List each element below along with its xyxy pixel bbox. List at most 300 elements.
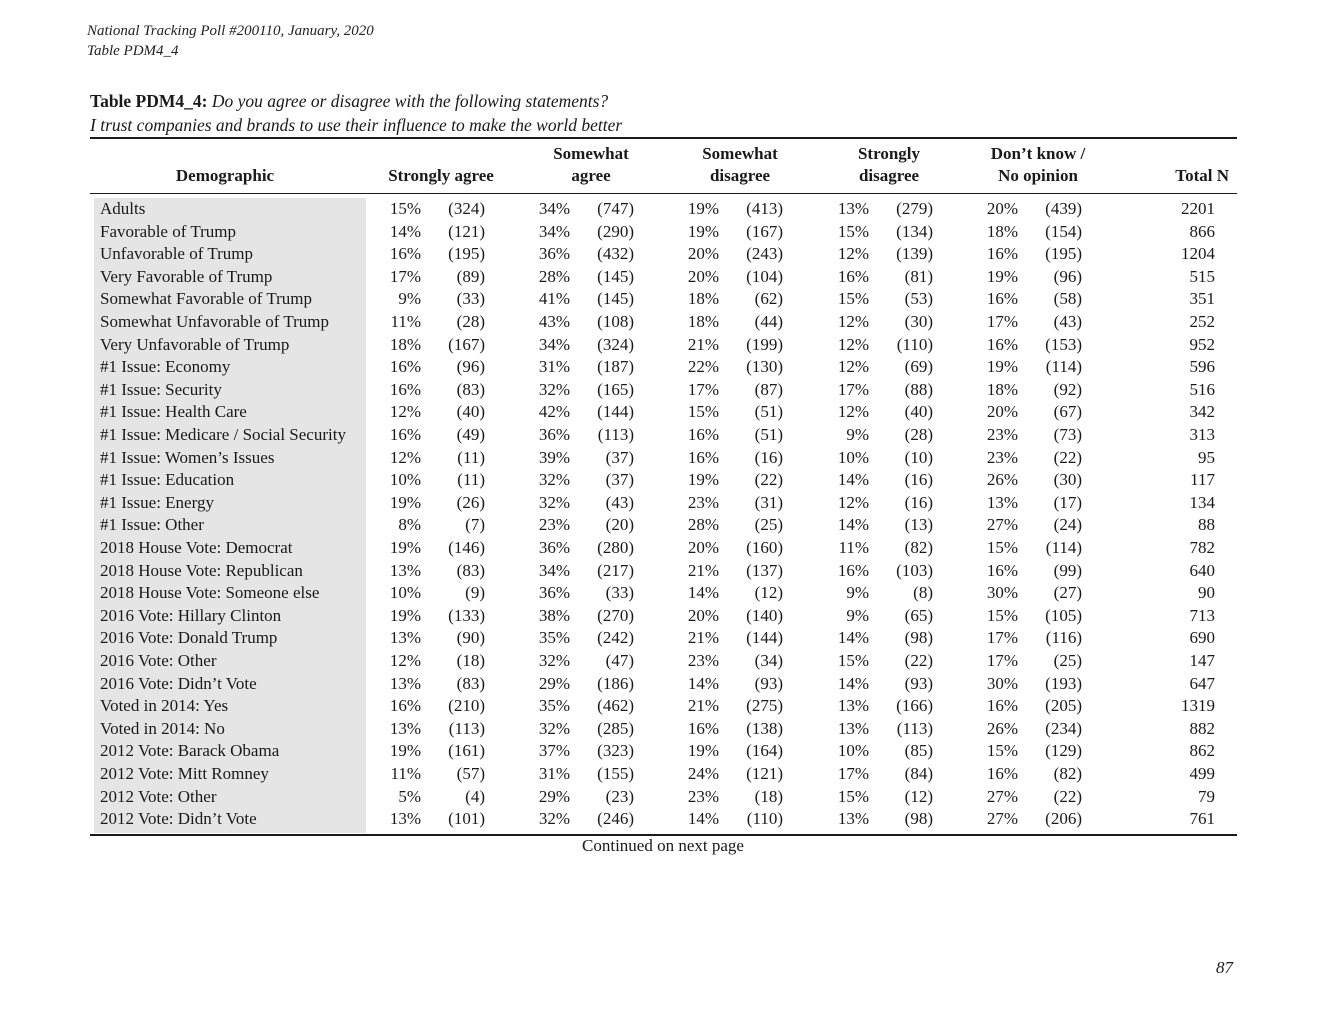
cell-swd: 16% xyxy=(687,425,719,444)
cell-total: 1319 xyxy=(1181,696,1215,716)
cell-dk: 27% xyxy=(986,786,1018,806)
cell-sd-n: (85) xyxy=(904,741,933,761)
cell-demo: #1 Issue: Medicare / Social Security xyxy=(100,425,346,444)
table-row xyxy=(90,514,1237,537)
cell-swd: 16% xyxy=(687,447,719,467)
cell-sd-n: (166) xyxy=(896,696,933,716)
cell-sa: 16% xyxy=(389,357,421,377)
cell-sa-n: (96) xyxy=(456,357,485,377)
cell-sd-n: (98) xyxy=(904,628,933,648)
cell-swd-n: (87) xyxy=(754,379,783,399)
cell-swa-n: (43) xyxy=(605,492,634,512)
cell-dk: 20% xyxy=(986,199,1018,218)
cell-total: 713 xyxy=(1189,605,1215,625)
cell-swa-n: (246) xyxy=(597,809,634,829)
cell-swa-n: (145) xyxy=(597,266,634,286)
cell-demo: Somewhat Favorable of Trump xyxy=(100,289,313,309)
cell-sd: 12% xyxy=(837,492,869,512)
cell-swa: 34% xyxy=(538,334,570,354)
cell-sa: 16% xyxy=(389,696,421,716)
cell-sa: 13% xyxy=(389,560,421,580)
table-row xyxy=(90,786,1237,809)
cell-swa-n: (47) xyxy=(605,651,634,670)
cell-swd: 19% xyxy=(687,221,719,241)
cell-sd-n: (84) xyxy=(904,764,933,783)
table-row xyxy=(90,198,1237,221)
cell-swd-n: (275) xyxy=(746,696,783,716)
cell-dk: 16% xyxy=(986,289,1018,309)
cell-dk-n: (439) xyxy=(1045,199,1082,218)
table-row xyxy=(90,808,1237,831)
cell-sa: 19% xyxy=(389,741,421,761)
cell-sa-n: (146) xyxy=(448,538,485,557)
cell-demo: Voted in 2014: No xyxy=(100,718,225,738)
cell-sa: 11% xyxy=(390,312,421,331)
cell-sd-n: (81) xyxy=(904,266,933,286)
cell-sa: 11% xyxy=(390,764,421,783)
cell-dk: 16% xyxy=(986,334,1018,354)
table-row xyxy=(90,492,1237,515)
cell-sd-n: (110) xyxy=(896,334,933,354)
cell-sa: 16% xyxy=(389,379,421,399)
cell-total: 88 xyxy=(1198,515,1215,535)
cell-swa-n: (145) xyxy=(597,289,634,309)
cell-swd-n: (44) xyxy=(754,312,783,331)
cell-dk-n: (129) xyxy=(1045,741,1082,761)
cell-swa: 34% xyxy=(538,560,570,580)
cell-sa: 13% xyxy=(389,673,421,693)
table-header-rule xyxy=(90,193,1237,194)
cell-swa-n: (462) xyxy=(597,696,634,716)
cell-sd: 14% xyxy=(837,515,869,535)
cell-dk: 16% xyxy=(986,560,1018,580)
cell-swd-n: (16) xyxy=(754,447,783,467)
cell-sa-n: (83) xyxy=(456,379,485,399)
cell-sa-n: (28) xyxy=(456,312,485,331)
cell-sa-n: (195) xyxy=(448,244,485,264)
cell-swd-n: (137) xyxy=(746,560,783,580)
cell-dk: 13% xyxy=(986,492,1018,512)
cell-dk-n: (154) xyxy=(1045,221,1082,241)
cell-sd: 9% xyxy=(846,425,869,444)
cell-sd-n: (28) xyxy=(904,425,933,444)
cell-swd: 18% xyxy=(687,312,719,331)
table-row xyxy=(90,740,1237,763)
cell-sd-n: (30) xyxy=(904,312,933,331)
cell-demo: 2016 Vote: Didn’t Vote xyxy=(100,673,257,693)
cell-swa-n: (155) xyxy=(597,764,634,783)
cell-sa: 17% xyxy=(389,266,421,286)
cell-swd: 16% xyxy=(687,718,719,738)
cell-swa-n: (217) xyxy=(597,560,634,580)
page-number: 87 xyxy=(1216,958,1233,977)
table-row xyxy=(90,424,1237,447)
cell-swa: 28% xyxy=(538,266,570,286)
cell-swd-n: (110) xyxy=(746,809,783,829)
table-row xyxy=(90,379,1237,402)
cell-total: 516 xyxy=(1189,379,1215,399)
cell-dk-n: (43) xyxy=(1053,312,1082,331)
cell-sd-n: (53) xyxy=(904,289,933,309)
cell-swd: 24% xyxy=(687,764,719,783)
cell-sd: 17% xyxy=(837,379,869,399)
cell-dk-n: (30) xyxy=(1053,470,1082,490)
cell-sa: 19% xyxy=(389,605,421,625)
cell-swd: 19% xyxy=(687,470,719,490)
cell-sa: 19% xyxy=(389,492,421,512)
cell-swd: 20% xyxy=(687,605,719,625)
cell-sa-n: (89) xyxy=(456,266,485,286)
cell-swd-n: (167) xyxy=(746,221,783,241)
cell-dk: 27% xyxy=(986,515,1018,535)
cell-swd: 19% xyxy=(687,199,719,218)
cell-demo: 2018 House Vote: Democrat xyxy=(100,538,293,557)
cell-swa-n: (324) xyxy=(597,334,634,354)
cell-dk-n: (58) xyxy=(1053,289,1082,309)
cell-total: 342 xyxy=(1189,402,1215,422)
cell-dk-n: (195) xyxy=(1045,244,1082,264)
cell-sd: 10% xyxy=(837,741,869,761)
cell-sd-n: (8) xyxy=(913,583,933,603)
cell-dk-n: (205) xyxy=(1045,696,1082,716)
header-somewhat-agree xyxy=(520,143,662,187)
cell-demo: Somewhat Unfavorable of Trump xyxy=(100,312,330,331)
cell-swa: 29% xyxy=(538,673,570,693)
cell-sd-n: (65) xyxy=(904,605,933,625)
cell-sa-n: (83) xyxy=(456,560,485,580)
cell-dk-n: (114) xyxy=(1045,538,1082,557)
header-somewhat-agree-line1: Somewhat xyxy=(553,144,629,163)
cell-sd: 15% xyxy=(837,651,869,670)
page-header-table-id: Table PDM4_4 xyxy=(87,43,179,59)
cell-sa-n: (9) xyxy=(465,583,485,603)
header-total-n: Total N xyxy=(1175,166,1229,185)
cell-sd: 11% xyxy=(838,538,869,557)
cell-swd: 23% xyxy=(687,786,719,806)
cell-swd-n: (51) xyxy=(754,425,783,444)
cell-swd-n: (62) xyxy=(754,289,783,309)
cell-demo: Voted in 2014: Yes xyxy=(100,696,229,716)
cell-demo: #1 Issue: Other xyxy=(100,515,204,535)
cell-dk: 26% xyxy=(986,470,1018,490)
cell-swa-n: (747) xyxy=(597,199,634,218)
cell-dk-n: (27) xyxy=(1053,583,1082,603)
cell-sd-n: (82) xyxy=(904,538,933,557)
cell-swa: 23% xyxy=(538,515,570,535)
cell-sd: 17% xyxy=(837,764,869,783)
cell-swa: 36% xyxy=(538,244,570,264)
cell-sd-n: (88) xyxy=(904,379,933,399)
cell-sa-n: (161) xyxy=(448,741,485,761)
table-row xyxy=(90,605,1237,628)
cell-swd-n: (243) xyxy=(746,244,783,264)
cell-swa: 35% xyxy=(538,628,570,648)
cell-demo: Very Favorable of Trump xyxy=(100,266,273,286)
cell-dk: 20% xyxy=(986,402,1018,422)
cell-demo: #1 Issue: Education xyxy=(100,470,235,490)
cell-total: 313 xyxy=(1189,425,1215,444)
cell-dk: 18% xyxy=(986,379,1018,399)
cell-dk: 17% xyxy=(986,628,1018,648)
cell-sa: 12% xyxy=(389,402,421,422)
cell-swd-n: (12) xyxy=(754,583,783,603)
cell-sa-n: (133) xyxy=(448,605,485,625)
cell-demo: #1 Issue: Economy xyxy=(100,357,231,377)
cell-sd: 16% xyxy=(837,266,869,286)
cell-sd-n: (22) xyxy=(904,651,933,670)
cell-swd-n: (130) xyxy=(746,357,783,377)
cell-dk: 30% xyxy=(986,673,1018,693)
cell-sa: 10% xyxy=(389,583,421,603)
table-row xyxy=(90,288,1237,311)
header-strongly-agree: Strongly agree xyxy=(388,166,494,185)
cell-swd-n: (160) xyxy=(746,538,783,557)
cell-total: 134 xyxy=(1189,492,1215,512)
table-row xyxy=(90,221,1237,244)
cell-demo: 2012 Vote: Didn’t Vote xyxy=(100,809,257,829)
cell-sa: 18% xyxy=(389,334,421,354)
cell-sa-n: (324) xyxy=(448,199,485,218)
cell-dk: 15% xyxy=(986,741,1018,761)
cell-dk-n: (22) xyxy=(1053,447,1082,467)
cell-demo: Very Unfavorable of Trump xyxy=(100,334,290,354)
cell-sd: 12% xyxy=(837,402,869,422)
cell-swa-n: (285) xyxy=(597,718,634,738)
cell-sa: 13% xyxy=(389,718,421,738)
cell-total: 1204 xyxy=(1181,244,1215,264)
cell-sa: 12% xyxy=(389,447,421,467)
header-strongly-disagree-line2: disagree xyxy=(858,166,920,185)
cell-demo: Unfavorable of Trump xyxy=(100,244,253,264)
table-row xyxy=(90,582,1237,605)
cell-total: 761 xyxy=(1189,809,1215,829)
cell-sd: 13% xyxy=(837,809,869,829)
cell-sd-n: (10) xyxy=(904,447,933,467)
table-row xyxy=(90,447,1237,470)
cell-dk-n: (153) xyxy=(1045,334,1082,354)
cell-dk-n: (96) xyxy=(1053,266,1082,286)
cell-total: 147 xyxy=(1189,651,1215,670)
cell-dk-n: (105) xyxy=(1045,605,1082,625)
cell-sa: 13% xyxy=(389,809,421,829)
cell-sa: 16% xyxy=(389,244,421,264)
header-somewhat-disagree-line1: Somewhat xyxy=(702,144,778,163)
cell-swa-n: (33) xyxy=(605,583,634,603)
cell-swd-n: (31) xyxy=(754,492,783,512)
header-somewhat-disagree xyxy=(669,143,811,187)
header-somewhat-disagree-line2: disagree xyxy=(709,166,771,185)
cell-sd: 14% xyxy=(837,628,869,648)
cell-dk-n: (17) xyxy=(1053,492,1082,512)
cell-sd: 13% xyxy=(837,199,869,218)
cell-dk: 30% xyxy=(986,583,1018,603)
cell-sd: 10% xyxy=(837,447,869,467)
cell-swd-n: (18) xyxy=(754,786,783,806)
cell-sd: 12% xyxy=(837,357,869,377)
cell-sd-n: (134) xyxy=(896,221,933,241)
cell-swd: 14% xyxy=(687,809,719,829)
cell-dk: 16% xyxy=(986,764,1018,783)
cell-total: 952 xyxy=(1189,334,1215,354)
cell-swd-n: (164) xyxy=(746,741,783,761)
cell-sa-n: (49) xyxy=(456,425,485,444)
cell-swa: 42% xyxy=(538,402,570,422)
table-row xyxy=(90,401,1237,424)
table-row xyxy=(90,311,1237,334)
cell-demo: #1 Issue: Health Care xyxy=(100,402,247,422)
table-row xyxy=(90,673,1237,696)
cell-demo: 2012 Vote: Barack Obama xyxy=(100,741,280,761)
cell-swa-n: (242) xyxy=(597,628,634,648)
cell-swd-n: (93) xyxy=(754,673,783,693)
cell-swa-n: (280) xyxy=(597,538,634,557)
cell-demo: 2018 House Vote: Republican xyxy=(100,560,303,580)
cell-swd: 20% xyxy=(687,266,719,286)
cell-total: 79 xyxy=(1198,786,1215,806)
cell-dk: 18% xyxy=(986,221,1018,241)
cell-sd-n: (98) xyxy=(904,809,933,829)
cell-sa: 12% xyxy=(389,651,421,670)
cell-dk-n: (67) xyxy=(1053,402,1082,422)
continued-note: Continued on next page xyxy=(582,836,744,855)
header-dont-know xyxy=(962,143,1114,187)
table-row xyxy=(90,718,1237,741)
cell-sa-n: (33) xyxy=(456,289,485,309)
cell-sd: 16% xyxy=(837,560,869,580)
header-somewhat-agree-line2: agree xyxy=(571,166,611,185)
cell-total: 882 xyxy=(1189,718,1215,738)
header-dont-know-line2: No opinion xyxy=(998,166,1078,185)
table-row xyxy=(90,266,1237,289)
cell-dk-n: (206) xyxy=(1045,809,1082,829)
cell-swa-n: (270) xyxy=(597,605,634,625)
cell-total: 640 xyxy=(1189,560,1215,580)
cell-swa-n: (108) xyxy=(597,312,634,331)
cell-sd: 14% xyxy=(837,470,869,490)
cell-sd: 12% xyxy=(837,244,869,264)
cell-sd-n: (40) xyxy=(904,402,933,422)
cell-swa: 39% xyxy=(538,447,570,467)
cell-sd-n: (139) xyxy=(896,244,933,264)
cell-demo: #1 Issue: Energy xyxy=(100,492,214,512)
cell-swa-n: (187) xyxy=(597,357,634,377)
cell-sd: 13% xyxy=(837,718,869,738)
cell-swa: 32% xyxy=(538,492,570,512)
cell-swa-n: (37) xyxy=(605,470,634,490)
cell-swd: 20% xyxy=(687,538,719,557)
cell-sd: 12% xyxy=(837,312,869,331)
cell-sa-n: (11) xyxy=(457,447,485,467)
cell-swa: 32% xyxy=(538,379,570,399)
cell-sa-n: (210) xyxy=(448,696,485,716)
cell-dk: 15% xyxy=(986,538,1018,557)
cell-sa: 16% xyxy=(389,425,421,444)
cell-sa-n: (83) xyxy=(456,673,485,693)
cell-sd-n: (12) xyxy=(904,786,933,806)
cell-swa: 29% xyxy=(538,786,570,806)
cell-sa-n: (57) xyxy=(456,764,485,783)
cell-swa-n: (113) xyxy=(597,425,634,444)
cell-total: 252 xyxy=(1189,312,1215,331)
caption-question: Do you agree or disagree with the following statements? xyxy=(211,91,609,111)
cell-swa-n: (23) xyxy=(605,786,634,806)
table-row xyxy=(90,243,1237,266)
cell-sd: 15% xyxy=(837,221,869,241)
cell-swa: 35% xyxy=(538,696,570,716)
cell-swd: 20% xyxy=(687,244,719,264)
cell-dk-n: (99) xyxy=(1053,560,1082,580)
cell-dk: 19% xyxy=(986,357,1018,377)
cell-swa-n: (290) xyxy=(597,221,634,241)
cell-swa-n: (432) xyxy=(597,244,634,264)
cell-swa: 32% xyxy=(538,809,570,829)
table-row xyxy=(90,763,1237,786)
cell-sa-n: (40) xyxy=(456,402,485,422)
cell-sa-n: (11) xyxy=(457,470,485,490)
cell-total: 2201 xyxy=(1181,199,1215,218)
header-dont-know-line1: Don’t know / xyxy=(990,144,1086,163)
cell-swd: 18% xyxy=(687,289,719,309)
cell-swd: 21% xyxy=(687,334,719,354)
cell-swd: 21% xyxy=(687,560,719,580)
cell-swd: 23% xyxy=(687,492,719,512)
cell-swa-n: (323) xyxy=(597,741,634,761)
cell-dk: 23% xyxy=(986,425,1018,444)
table-row xyxy=(90,560,1237,583)
cell-dk-n: (234) xyxy=(1045,718,1082,738)
cell-total: 690 xyxy=(1189,628,1215,648)
cell-sa-n: (7) xyxy=(465,515,485,535)
table-row xyxy=(90,334,1237,357)
table-top-rule xyxy=(90,137,1237,139)
table-row xyxy=(90,650,1237,673)
cell-sa-n: (121) xyxy=(448,221,485,241)
cell-swa: 36% xyxy=(538,583,570,603)
cell-total: 782 xyxy=(1189,538,1215,557)
cell-dk: 17% xyxy=(986,651,1018,670)
cell-sa: 5% xyxy=(398,786,421,806)
cell-swa-n: (144) xyxy=(597,402,634,422)
cell-total: 866 xyxy=(1189,221,1215,241)
cell-total: 515 xyxy=(1189,266,1215,286)
header-strongly-disagree-line1: Strongly xyxy=(857,144,921,163)
cell-swd-n: (34) xyxy=(754,651,783,670)
cell-swd: 14% xyxy=(687,673,719,693)
cell-dk-n: (193) xyxy=(1045,673,1082,693)
cell-sa: 19% xyxy=(389,538,421,557)
header-strongly-disagree xyxy=(818,143,960,187)
cell-swd-n: (121) xyxy=(746,764,783,783)
page-header-poll-title: National Tracking Poll #200110, January, 2020 xyxy=(87,23,374,39)
cell-sd-n: (16) xyxy=(904,492,933,512)
table-row xyxy=(90,356,1237,379)
cell-swa: 43% xyxy=(538,312,570,331)
cell-sa-n: (26) xyxy=(456,492,485,512)
cell-swd: 17% xyxy=(687,379,719,399)
cell-dk-n: (22) xyxy=(1053,786,1082,806)
table-row xyxy=(90,469,1237,492)
cell-sd: 13% xyxy=(837,696,869,716)
cell-swa: 34% xyxy=(538,221,570,241)
cell-sa: 10% xyxy=(389,470,421,490)
cell-dk: 15% xyxy=(986,605,1018,625)
cell-demo: #1 Issue: Women’s Issues xyxy=(100,447,275,467)
cell-demo: #1 Issue: Security xyxy=(100,379,222,399)
cell-swd: 15% xyxy=(687,402,719,422)
cell-dk: 27% xyxy=(986,809,1018,829)
cell-sa: 14% xyxy=(389,221,421,241)
cell-swa-n: (186) xyxy=(597,673,634,693)
